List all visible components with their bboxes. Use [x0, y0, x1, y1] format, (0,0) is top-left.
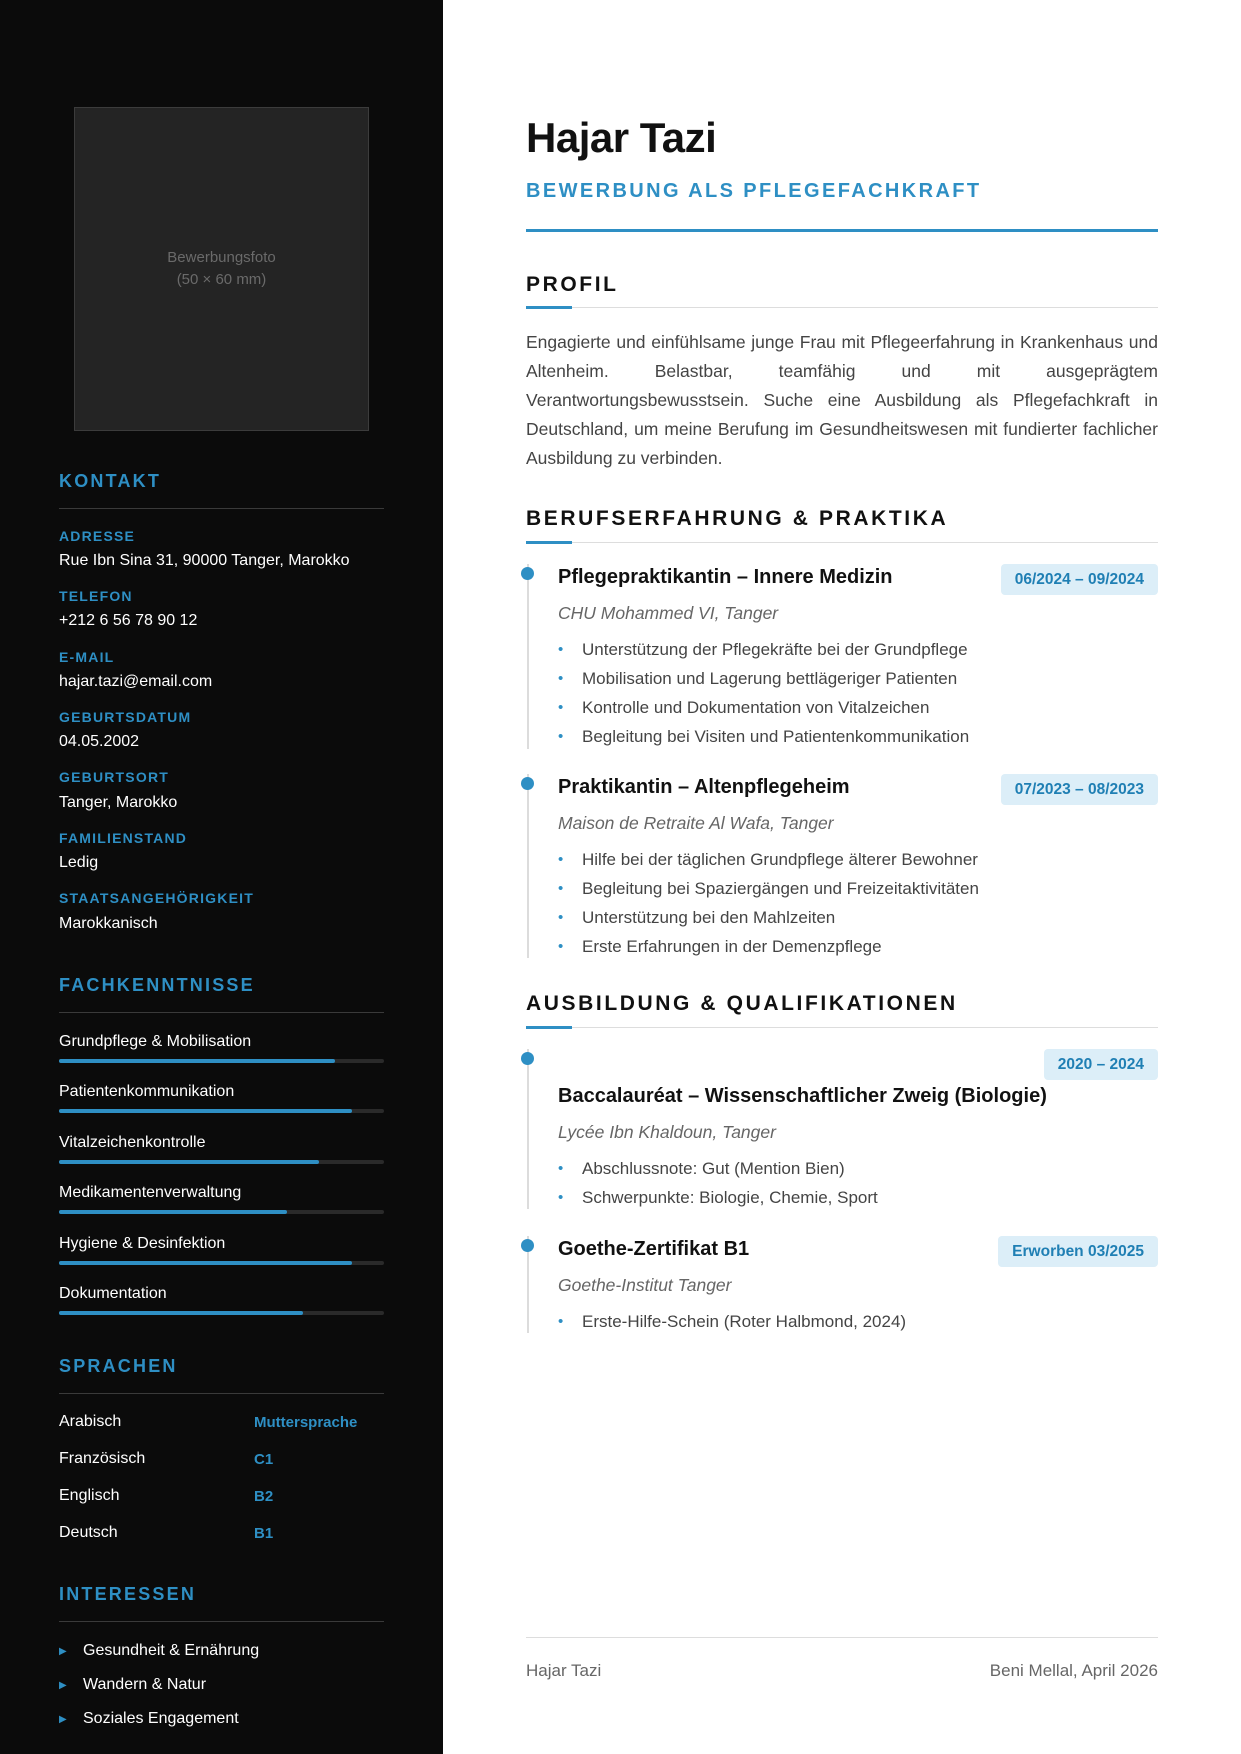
- job-bullets: [558, 845, 979, 961]
- qualification-institution: Goethe-Institut Tanger: [558, 1275, 732, 1295]
- skill-name: Dokumentation: [59, 1285, 167, 1302]
- language-level: B1: [254, 1525, 274, 1542]
- skill-bar-fill: [59, 1109, 352, 1113]
- section-accent: [526, 1026, 572, 1029]
- skill-bar-fill: [59, 1160, 319, 1164]
- phone-label: TELEFON: [59, 588, 133, 604]
- timeline-dot: [521, 1052, 534, 1065]
- nationality-value: Marokkanisch: [59, 915, 158, 932]
- interest-label: Wandern & Natur: [83, 1676, 207, 1693]
- nationality-label: STAATSANGEHÖRIGKEIT: [59, 890, 254, 906]
- email-label: E-MAIL: [59, 649, 115, 665]
- list-item: • Kontrolle und Dokumentation von Vitalzeichen: [558, 693, 969, 722]
- title-divider: [526, 229, 1158, 232]
- date-badge: 06/2024 – 09/2024: [1001, 564, 1158, 595]
- skill-name: Medikamentenverwaltung: [59, 1184, 242, 1201]
- job-bullets: [558, 635, 969, 751]
- skill-bar-fill: [59, 1210, 287, 1214]
- skill-bar: [59, 1261, 384, 1265]
- job-title: Praktikantin – Altenpflegeheim: [558, 776, 850, 798]
- birthplace-value: Tanger, Marokko: [59, 794, 178, 811]
- photo-label: Bewerbungsfoto: [167, 249, 276, 266]
- list-item: • Mobilisation und Lagerung bettlägeriger Patienten: [558, 664, 969, 693]
- list-item: • Begleitung bei Visiten und Patientenkommunikation: [558, 722, 969, 751]
- profile-title: PROFIL: [526, 273, 619, 296]
- qualification-institution: Lycée Ibn Khaldoun, Tanger: [558, 1122, 776, 1142]
- skill-bar: [59, 1160, 384, 1164]
- photo-placeholder: [74, 107, 369, 431]
- interest-item: [59, 1710, 239, 1728]
- skill-bar-fill: [59, 1059, 335, 1063]
- skills-title: FACHKENNTNISSE: [59, 975, 384, 1013]
- phone-value: +212 6 56 78 90 12: [59, 612, 198, 629]
- skill-bar: [59, 1059, 384, 1063]
- experience-title: BERUFSERFAHRUNG & PRAKTIKA: [526, 507, 949, 530]
- birthdate-label: GEBURTSDATUM: [59, 709, 192, 725]
- section-accent: [526, 306, 572, 309]
- section-divider: [526, 307, 1158, 308]
- timeline-line: [527, 774, 529, 958]
- triangle-right-icon: ▶: [59, 1713, 67, 1725]
- qualification-title: Goethe-Zertifikat B1: [558, 1238, 750, 1260]
- interest-label: Soziales Engagement: [83, 1710, 239, 1727]
- section-accent: [526, 541, 572, 544]
- list-item: • Hilfe bei der täglichen Grundpflege älterer Bewohner: [558, 845, 979, 874]
- list-item: • Abschlussnote: Gut (Mention Bien): [558, 1154, 878, 1183]
- language-name: Arabisch: [59, 1413, 122, 1430]
- application-subtitle: BEWERBUNG ALS PFLEGEFACHKRAFT: [526, 180, 982, 202]
- language-level: C1: [254, 1451, 274, 1468]
- main-content: [443, 0, 1241, 1754]
- triangle-right-icon: ▶: [59, 1645, 67, 1657]
- skill-name: Grundpflege & Mobilisation: [59, 1033, 252, 1050]
- sidebar: [0, 0, 443, 1754]
- birthplace-label: GEBURTSORT: [59, 769, 169, 785]
- footer-name: Hajar Tazi: [526, 1661, 602, 1680]
- applicant-name: Hajar Tazi: [526, 114, 717, 161]
- skill-name: Patientenkommunikation: [59, 1083, 235, 1100]
- list-item: • Erste-Hilfe-Schein (Roter Halbmond, 2024): [558, 1307, 906, 1336]
- list-item: • Unterstützung bei den Mahlzeiten: [558, 903, 979, 932]
- language-name: Englisch: [59, 1487, 120, 1504]
- skill-name: Vitalzeichenkontrolle: [59, 1134, 206, 1151]
- interest-label: Gesundheit & Ernährung: [83, 1642, 260, 1659]
- job-organization: CHU Mohammed VI, Tanger: [558, 603, 779, 623]
- skill-bar: [59, 1210, 384, 1214]
- qualification-bullets: [558, 1307, 906, 1336]
- email-value: hajar.tazi@email.com: [59, 673, 213, 690]
- photo-size: (50 × 60 mm): [176, 271, 267, 288]
- marital-status-label: FAMILIENSTAND: [59, 830, 188, 846]
- language-level: Muttersprache: [254, 1414, 358, 1431]
- skill-name: Hygiene & Desinfektion: [59, 1235, 226, 1252]
- date-badge: 07/2023 – 08/2023: [1001, 774, 1158, 805]
- timeline-line: [527, 1049, 529, 1209]
- timeline-dot: [521, 567, 534, 580]
- address-label: ADRESSE: [59, 528, 136, 544]
- language-level: B2: [254, 1488, 274, 1505]
- timeline-dot: [521, 1239, 534, 1252]
- interests-title: INTERESSEN: [59, 1584, 384, 1622]
- section-divider: [526, 1027, 1158, 1028]
- list-item: • Erste Erfahrungen in der Demenzpflege: [558, 932, 979, 961]
- qualification-bullets: [558, 1154, 878, 1212]
- skill-bar-fill: [59, 1311, 303, 1315]
- date-badge: 2020 – 2024: [1044, 1049, 1158, 1080]
- contact-title: KONTAKT: [59, 471, 384, 509]
- marital-status-value: Ledig: [59, 854, 99, 871]
- skill-bar: [59, 1311, 384, 1315]
- timeline-line: [527, 564, 529, 749]
- list-item: • Schwerpunkte: Biologie, Chemie, Sport: [558, 1183, 878, 1212]
- list-item: • Unterstützung der Pflegekräfte bei der Grundpflege: [558, 635, 969, 664]
- job-title: Pflegepraktikantin – Innere Medizin: [558, 566, 893, 588]
- section-divider: [526, 542, 1158, 543]
- list-item: • Begleitung bei Spaziergängen und Freizeitaktivitäten: [558, 874, 979, 903]
- interest-item: [59, 1676, 206, 1694]
- language-name: Deutsch: [59, 1524, 118, 1541]
- skill-bar: [59, 1109, 384, 1113]
- languages-title: SPRACHEN: [59, 1356, 384, 1394]
- education-title: AUSBILDUNG & QUALIFIKATIONEN: [526, 992, 958, 1015]
- footer-divider: [526, 1637, 1158, 1638]
- date-badge: Erworben 03/2025: [998, 1236, 1158, 1267]
- profile-text: Engagierte und einfühlsame junge Frau mit Pflegeerfahrung in Krankenhaus und Altenheim. Belastbar, teamfähig und mit ausgeprägtem Verantwortungsbewusstsein. Suche eine Ausbildung als Pflegefachkraft in Deutschland, um meine Berufung im Gesundheitswesen mit fundierter fachlicher Ausbildung zu verbinden.: [526, 332, 1158, 468]
- job-organization: Maison de Retraite Al Wafa, Tanger: [558, 813, 834, 833]
- birthdate-value: 04.05.2002: [59, 733, 140, 750]
- triangle-right-icon: ▶: [59, 1679, 67, 1691]
- qualification-title: Baccalauréat – Wissenschaftlicher Zweig (Biologie): [558, 1085, 1047, 1107]
- timeline-dot: [521, 777, 534, 790]
- skill-bar-fill: [59, 1261, 352, 1265]
- language-name: Französisch: [59, 1450, 146, 1467]
- interest-item: [59, 1642, 259, 1660]
- footer-place-date: Beni Mellal, April 2026: [989, 1661, 1158, 1680]
- address-value: Rue Ibn Sina 31, 90000 Tanger, Marokko: [59, 552, 350, 569]
